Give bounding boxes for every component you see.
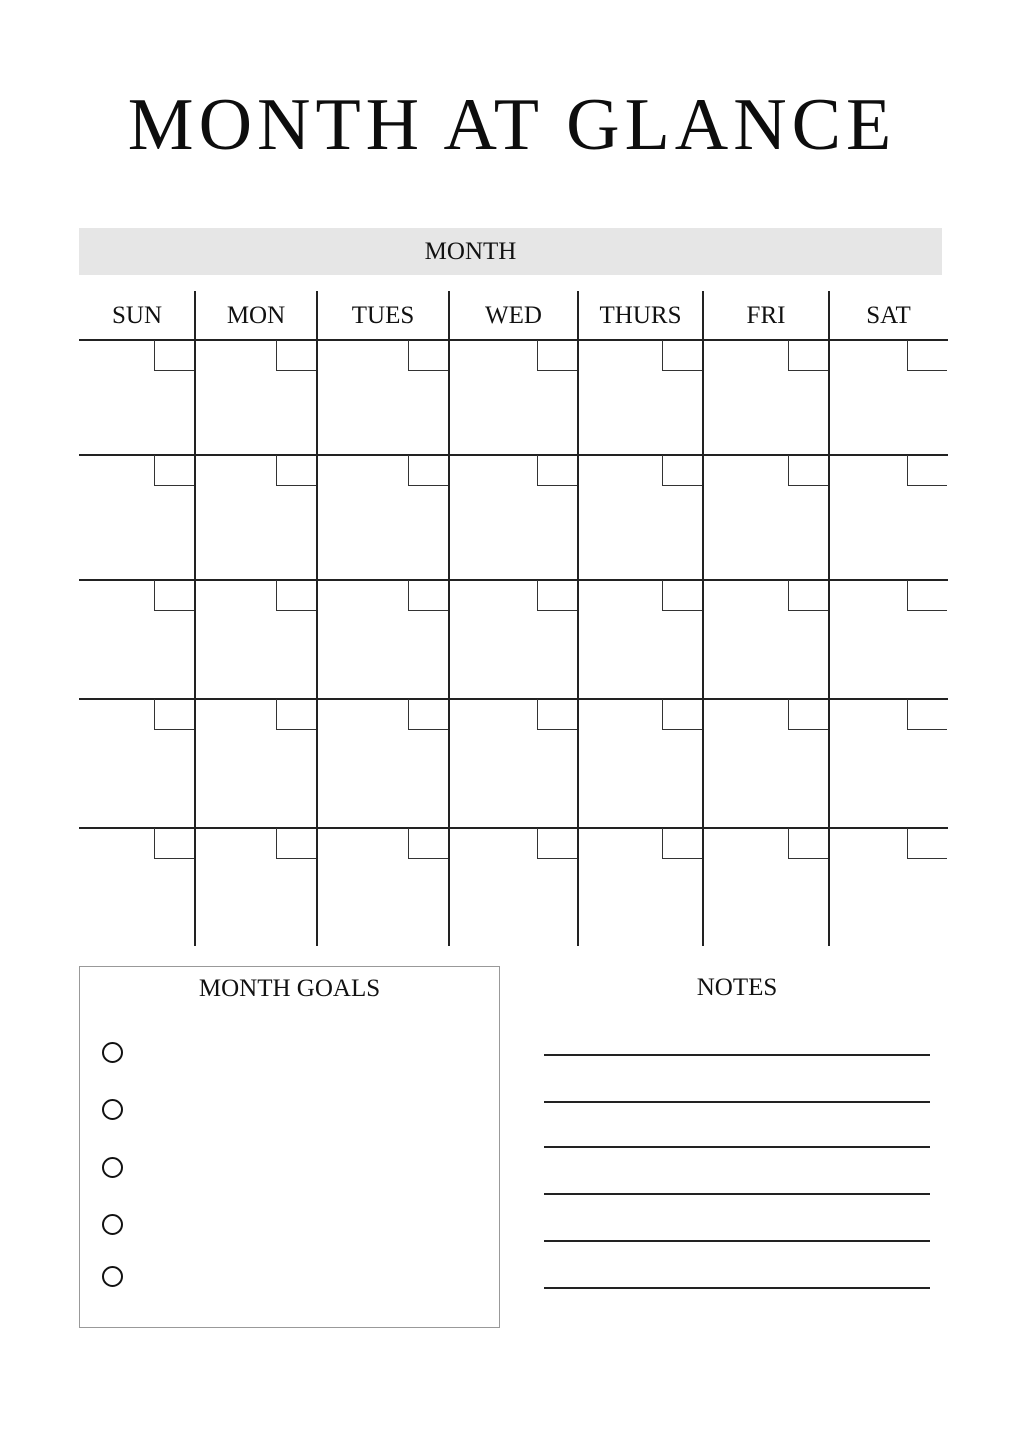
goal-checkbox-1[interactable] (102, 1042, 123, 1063)
calendar-cell-fri-week-4[interactable] (705, 701, 827, 826)
calendar-cell-sun-week-5[interactable] (81, 830, 193, 944)
calendar-cell-fri-week-1[interactable] (705, 342, 827, 453)
page-title: MONTH AT GLANCE (127, 84, 897, 166)
grid-divider (577, 291, 579, 946)
month-bar (79, 228, 942, 275)
day-header-thurs: THURS (599, 302, 682, 329)
calendar-cell-tues-week-3[interactable] (319, 582, 447, 697)
calendar-cell-wed-week-2[interactable] (451, 457, 576, 578)
note-line-5[interactable] (544, 1240, 930, 1242)
calendar-cell-wed-week-3[interactable] (451, 582, 576, 697)
calendar-cell-sat-week-4[interactable] (831, 701, 946, 826)
calendar-cell-wed-week-4[interactable] (451, 701, 576, 826)
calendar-cell-tues-week-4[interactable] (319, 701, 447, 826)
calendar-cell-thurs-week-5[interactable] (580, 830, 701, 944)
day-header-fri: FRI (746, 302, 786, 329)
grid-divider (448, 291, 450, 946)
note-line-3[interactable] (544, 1146, 930, 1148)
calendar-cell-mon-week-3[interactable] (197, 582, 315, 697)
calendar-cell-thurs-week-4[interactable] (580, 701, 701, 826)
calendar-cell-sun-week-2[interactable] (81, 457, 193, 578)
goal-checkbox-2[interactable] (102, 1099, 123, 1120)
calendar-cell-wed-week-5[interactable] (451, 830, 576, 944)
calendar-cell-sun-week-4[interactable] (81, 701, 193, 826)
calendar-cell-tues-week-5[interactable] (319, 830, 447, 944)
calendar-cell-sat-week-3[interactable] (831, 582, 946, 697)
calendar-cell-sat-week-5[interactable] (831, 830, 946, 944)
calendar-cell-wed-week-1[interactable] (451, 342, 576, 453)
calendar-cell-sun-week-1[interactable] (81, 342, 193, 453)
calendar-cell-sat-week-1[interactable] (831, 342, 946, 453)
calendar-cell-mon-week-1[interactable] (197, 342, 315, 453)
calendar-cell-mon-week-4[interactable] (197, 701, 315, 826)
grid-divider (828, 291, 830, 946)
month-goals-box (79, 966, 500, 1328)
calendar-cell-mon-week-2[interactable] (197, 457, 315, 578)
note-line-4[interactable] (544, 1193, 930, 1195)
calendar-cell-sat-week-2[interactable] (831, 457, 946, 578)
note-line-1[interactable] (544, 1054, 930, 1056)
calendar-cell-thurs-week-3[interactable] (580, 582, 701, 697)
calendar-cell-tues-week-1[interactable] (319, 342, 447, 453)
grid-divider (194, 291, 196, 946)
calendar-cell-mon-week-5[interactable] (197, 830, 315, 944)
notes-title: NOTES (696, 974, 778, 1001)
calendar-cell-tues-week-2[interactable] (319, 457, 447, 578)
month-goals-title: MONTH GOALS (198, 975, 381, 1002)
day-header-mon: MON (226, 302, 286, 329)
goal-checkbox-5[interactable] (102, 1266, 123, 1287)
grid-divider (702, 291, 704, 946)
grid-divider (316, 291, 318, 946)
calendar-cell-fri-week-2[interactable] (705, 457, 827, 578)
calendar-cell-sun-week-3[interactable] (81, 582, 193, 697)
calendar-cell-thurs-week-1[interactable] (580, 342, 701, 453)
calendar-cell-thurs-week-2[interactable] (580, 457, 701, 578)
note-line-6[interactable] (544, 1287, 930, 1289)
month-label: MONTH (424, 238, 517, 265)
day-header-sun: SUN (111, 302, 162, 329)
calendar-cell-fri-week-5[interactable] (705, 830, 827, 944)
day-header-sat: SAT (866, 302, 911, 329)
day-header-wed: WED (485, 302, 542, 329)
calendar-cell-fri-week-3[interactable] (705, 582, 827, 697)
goal-checkbox-4[interactable] (102, 1214, 123, 1235)
day-header-tues: TUES (351, 302, 415, 329)
goal-checkbox-3[interactable] (102, 1157, 123, 1178)
note-line-2[interactable] (544, 1101, 930, 1103)
